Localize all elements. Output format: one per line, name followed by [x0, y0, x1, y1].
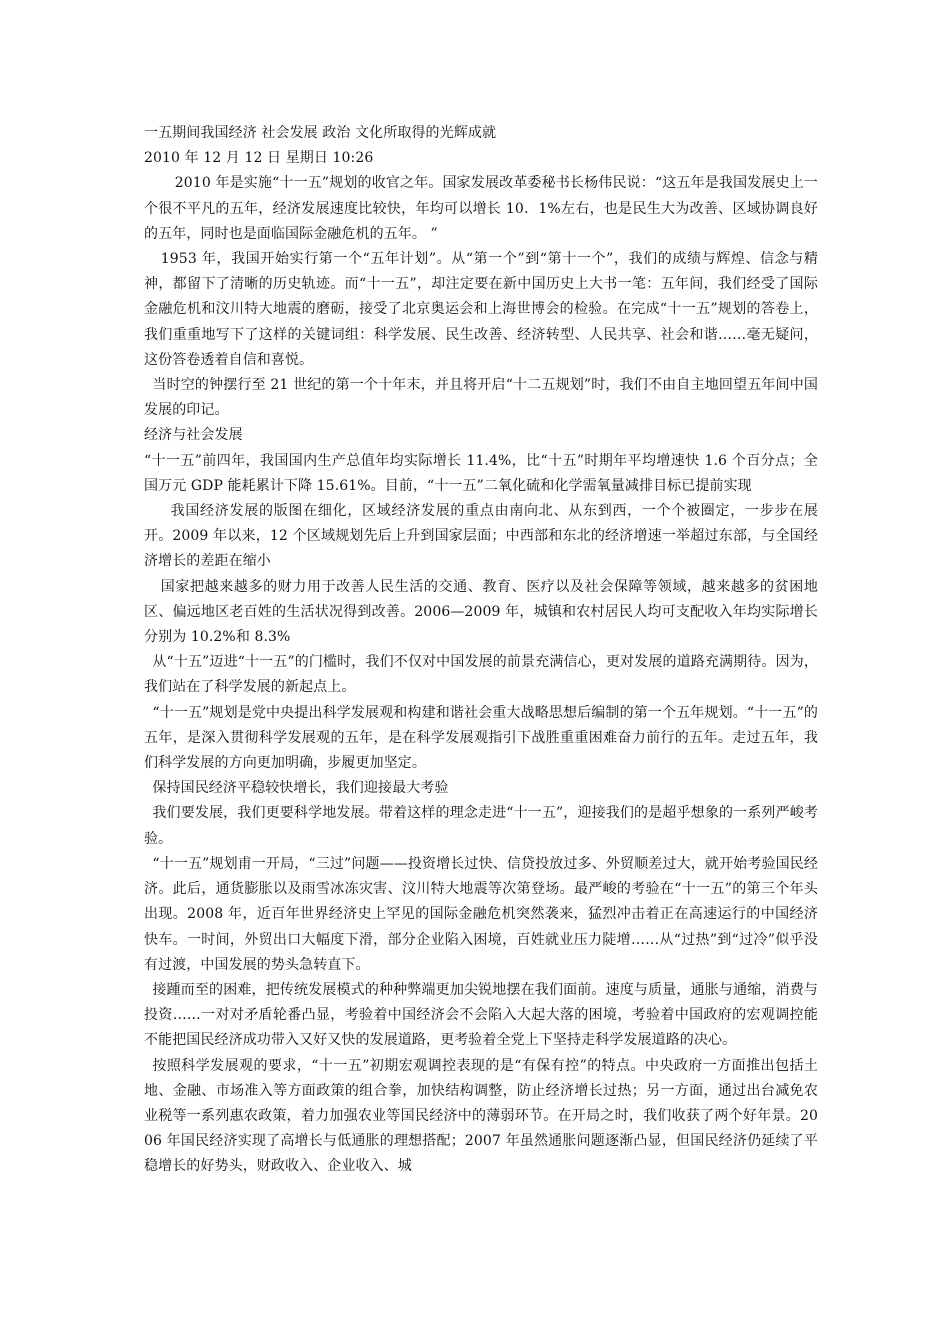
body-paragraph: 我们要发展，我们更要科学地发展。带着这样的理念走进“十一五”，迎接我们的是超乎想象的一系列严峻考验。 [144, 805, 818, 847]
body-paragraph: 2010 年是实施“十一五”规划的收官之年。国家发展改革委秘书长杨伟民说：“这五年是我国发展史上一个很不平凡的五年，经济发展速度比较快，年均可以增长 10．1%左右，也是民生大为改善、区域协调良好的五年，同时也是面临国际金融危机的五年。 ” [144, 175, 818, 242]
body-paragraph: 保持国民经济平稳较快增长，我们迎接最大考验 [152, 780, 449, 797]
body-paragraph: 当时空的钟摆行至 21 世纪的第一个十年末，并且将开启“十二五规划”时，我们不由自主地回望五年间中国发展的印记。 [144, 377, 818, 419]
body-paragraph: “十一五”规划甫一开局，“三过”问题——投资增长过快、信贷投放过多、外贸顺差过大，就开始考验国民经济。此后，通货膨胀以及雨雪冰冻灾害、汶川特大地震等次第登场。最严峻的考验在“十一五”的第三个年头出现。2008 年，近百年世界经济史上罕见的国际金融危机突然袭来，猛烈冲击着正在高速运行的中国经济快车。一时间，外贸出口大幅度下滑，部分企业陷入困境，百姓就业压力陡增……从“过热”到“过冷”似乎没有过渡，中国发展的势头急转直下。 [144, 855, 818, 973]
body-paragraph: 经济与社会发展 [144, 427, 243, 444]
document-page [144, 121, 818, 1180]
body-paragraph: 接踵而至的困难，把传统发展模式的种种弊端更加尖锐地摆在我们面前。速度与质量，通胀与通缩，消费与投资……一对对矛盾轮番凸显，考验着中国经济会不会陷入大起大落的困境，考验着中国政府的宏观调控能不能把国民经济成功带入又好又快的发展道路，更考验着全党上下坚持走科学发展道路的决心。 [144, 981, 818, 1049]
body-paragraph: 从“十五”迈进“十一五”的门槛时，我们不仅对中国发展的前景充满信心，更对发展的道路充满期待。因为，我们站在了科学发展的新起点上。 [144, 654, 818, 696]
body-paragraph: “十一五”规划是党中央提出科学发展观和构建和谐社会重大战略思想后编制的第一个五年规划。“十一五”的五年，是深入贯彻科学发展观的五年，是在科学发展观指引下战胜重重困难奋力前行的五年。走过五年，我们科学发展的方向更加明确，步履更加坚定。 [144, 704, 818, 772]
body-paragraph: “十一五”前四年，我国国内生产总值年均实际增长 11.4%，比“十五”时期年平均增速快 1.6 个百分点；全国万元 GDP 能耗累计下降 15.61%。目前，“十一五”二氧化硫和化学需氧量减排目标已提前实现 [144, 452, 818, 494]
body-paragraph: 我国经济发展的版图在细化，区域经济发展的重点由南向北、从东到西，一个个被圈定，一步步在展开。2009 年以来，12 个区域规划先后上升到国家层面；中西部和东北的经济增速一举超过东部，与全国经济增长的差距在缩小 [144, 503, 818, 570]
body-paragraph: 1953 年，我国开始实行第一个“五年计划”。从“第一个”到“第十一个”，我们的成绩与辉煌、信念与精神，都留下了清晰的历史轨迹。而“十一五”，却注定要在新中国历史上大书一笔：五年间，我们经受了国际金融危机和汶川特大地震的磨砺，接受了北京奥运会和上海世博会的检验。在完成“十一五”规划的答卷上，我们重重地写下了这样的关键词组：科学发展、民生改善、经济转型、人民共享、社会和谐……毫无疑问，这份答卷透着自信和喜悦。 [144, 251, 818, 368]
document-datetime: 2010 年 12 月 12 日 星期日 10:26 [144, 150, 374, 167]
document-body [144, 171, 818, 1179]
body-paragraph: 按照科学发展观的要求，“十一五”初期宏观调控表现的是“有保有控”的特点。中央政府一方面推出包括土地、金融、市场准入等方面政策的组合拳，加快结构调整，防止经济增长过热；另一方面，通过出台减免农业税等一系列惠农政策，着力加强农业等国民经济中的薄弱环节。在开局之时，我们收获了两个好年景。2006 年国民经济实现了高增长与低通胀的理想搭配；2007 年虽然通胀问题逐渐凸显，但国民经济仍延续了平稳增长的好势头，财政收入、企业收入、城 [144, 1057, 818, 1175]
body-paragraph: 国家把越来越多的财力用于改善人民生活的交通、教育、医疗以及社会保障等领域，越来越多的贫困地区、偏远地区老百姓的生活状况得到改善。2006—2009 年，城镇和农村居民人均可支配收入年均实际增长分别为 10.2%和 8.3% [144, 578, 818, 646]
document-title: 一五期间我国经济 社会发展 政治 文化所取得的光辉成就 [144, 125, 497, 141]
